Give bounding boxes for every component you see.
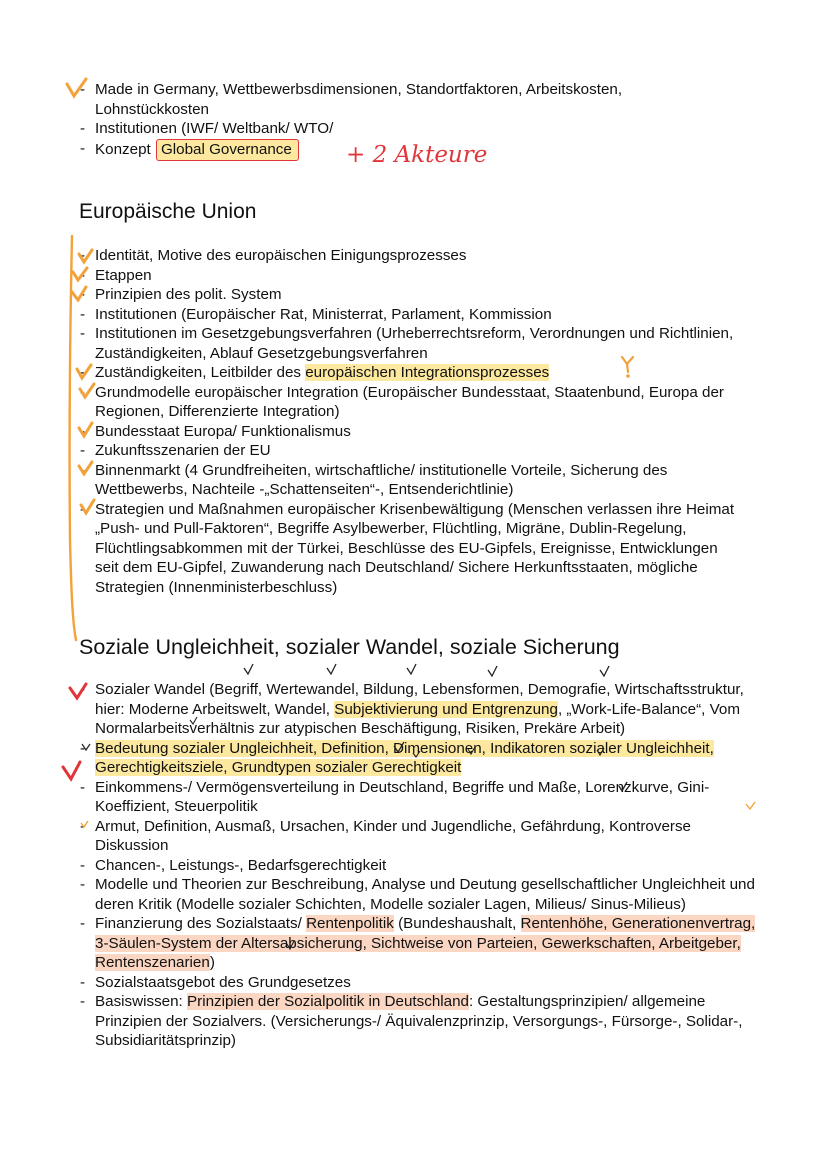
list-item: - Identität, Motive des europäischen Einigungsprozesses — [79, 246, 739, 266]
list-item: - Prinzipien des polit. System — [79, 285, 739, 305]
list-item: - Sozialstaatsgebot des Grundgesetzes — [79, 973, 759, 993]
list-item: - Institutionen (Europäischer Rat, Ministerrat, Parlament, Kommission — [79, 305, 739, 325]
section-title-eu: Europäische Union — [79, 200, 257, 223]
tick-mark — [327, 664, 336, 674]
list-item: - Made in Germany, Wettbewerbsdimensionen, Standortfaktoren, Arbeitskosten, Lohnstückkosten — [79, 80, 729, 119]
check-icon — [63, 762, 80, 779]
list-item: - Institutionen (IWF/ Weltbank/ WTO/ — [79, 119, 729, 139]
tick-mark — [488, 666, 497, 676]
list-item: - Zukunftsszenarien der EU — [79, 441, 739, 461]
list-item — [79, 992, 759, 1051]
list-item: - Einkommens-/ Vermögensverteilung in Deutschland, Begriffe und Maße, Lorenzkurve, Gini-Koeffizient, Steuerpolitik — [79, 778, 759, 817]
highlighted-text: Bedeutung sozialer Ungleichheit, Definition, Dimensionen, Indikatoren sozialer Ungleichheit, Gerechtigkeitsziele, Grundtypen sozialer Gerechtigkeit — [95, 739, 714, 776]
list-item: - Grundmodelle europäischer Integration (Europäischer Bundesstaat, Staatenbund, Europa der Regionen, Differenzierte Integration) — [79, 383, 739, 422]
list-item: - Bundesstaat Europa/ Funktionalismus — [79, 422, 739, 442]
eu-topic-list — [79, 246, 739, 597]
list-item: - Chancen-, Leistungs-, Bedarfsgerechtigkeit — [79, 856, 759, 876]
handwritten-note: + 2 Akteure — [346, 142, 488, 168]
list-item: - Institutionen im Gesetzgebungsverfahren (Urheberrechtsreform, Verordnungen und Richtlinien, Zuständigkeiten, Ablauf Gesetzgebungsverfahren — [79, 324, 739, 363]
tick-mark — [407, 664, 416, 674]
item-text: , „Work-Life-Balance“, Vom Normalarbeitsverhältnis zur atypischen Beschäftigung, Risiken, Prekäre Arbeit) — [95, 700, 740, 737]
highlighted-text: europäischen Integrationsprozesses — [305, 364, 550, 381]
item-text: (Bundeshaushalt, — [393, 915, 521, 932]
item-text: Zuständigkeiten, Leitbilder des — [95, 364, 306, 381]
list-item — [79, 914, 759, 973]
item-text: Finanzierung des Sozialstaats/ — [95, 915, 307, 932]
highlighted-text: Subjektivierung und Entgrenzung — [334, 700, 558, 718]
highlighted-text: Prinzipien der Sozialpolitik in Deutschland — [187, 993, 469, 1010]
item-text: Konzept — [95, 140, 155, 158]
boxed-highlight: Global Governance — [156, 139, 299, 162]
highlighted-text: Rentenpolitik — [306, 915, 394, 932]
list-item: - Binnenmarkt (4 Grundfreiheiten, wirtschaftliche/ institutionelle Vorteile, Sicherung des Wettbewerbs, Nachteile -„Schattenseiten“-, Entsenderichtlinie) — [79, 461, 739, 500]
item-text: ) — [209, 954, 215, 971]
list-item: - Strategien und Maßnahmen europäischer Krisenbewältigung (Menschen verlassen ihre Heimat „Push- und Pull-Faktoren“, Begriffe Asylbewerber, Flüchtling, Migräne, Dublin-Regelung, Flüchtlingsabkommen mit der Türkei, Beschlüsse des EU-Gipfels, Ereignisse, Entwicklungen seit dem EU-Gipfel, Zuwanderung nach Deutschland/ Sichere Herkunftsstaaten, mögliche Strategien (Innenministerbeschluss) — [79, 500, 739, 598]
item-text: : Gestaltungsprinzipien/ allgemeine Prinzipien der Sozialvers. (Versicherungs-/ Äquivalenzprinzip, Versorgungs-, Fürsorge-, Solidar-, Subsidiaritätsprinzip) — [95, 993, 743, 1049]
highlighted-text: Rentenhöhe, Generationenvertrag, 3-Säulen-System der Altersabsicherung, Sichtweise von Parteien, Gewerkschaften, Arbeitgeber, Rentenszenarien — [95, 915, 756, 971]
social-topic-list — [79, 680, 759, 1051]
list-item — [79, 363, 739, 383]
item-text: Sozialer Wandel (Begriff, Wertewandel, Bildung, Lebensformen, Demografie, Wirtschaftsstruktur, hier: Moderne Arbeitswelt, Wandel, — [95, 681, 744, 718]
list-item: - Etappen — [79, 266, 739, 286]
list-item: - Modelle und Theorien zur Beschreibung, Analyse und Deutung gesellschaftlicher Ungleichheit und deren Kritik (Modelle sozialer Schichten, Modelle sozialer Lagen, Milieus/ Sinus-Milieus) — [79, 875, 759, 914]
tick-mark — [244, 664, 253, 674]
tick-mark — [600, 666, 609, 676]
item-text: Basiswissen: — [95, 993, 188, 1010]
section-title-social: Soziale Ungleichheit, sozialer Wandel, soziale Sicherung — [79, 635, 620, 659]
top-topic-list — [79, 80, 729, 161]
bracket-line — [70, 236, 76, 640]
list-item — [79, 680, 759, 739]
list-item: - Armut, Definition, Ausmaß, Ursachen, Kinder und Jugendliche, Gefährdung, Kontroverse Diskussion — [79, 817, 759, 856]
list-item — [79, 739, 759, 778]
list-item — [79, 139, 729, 162]
